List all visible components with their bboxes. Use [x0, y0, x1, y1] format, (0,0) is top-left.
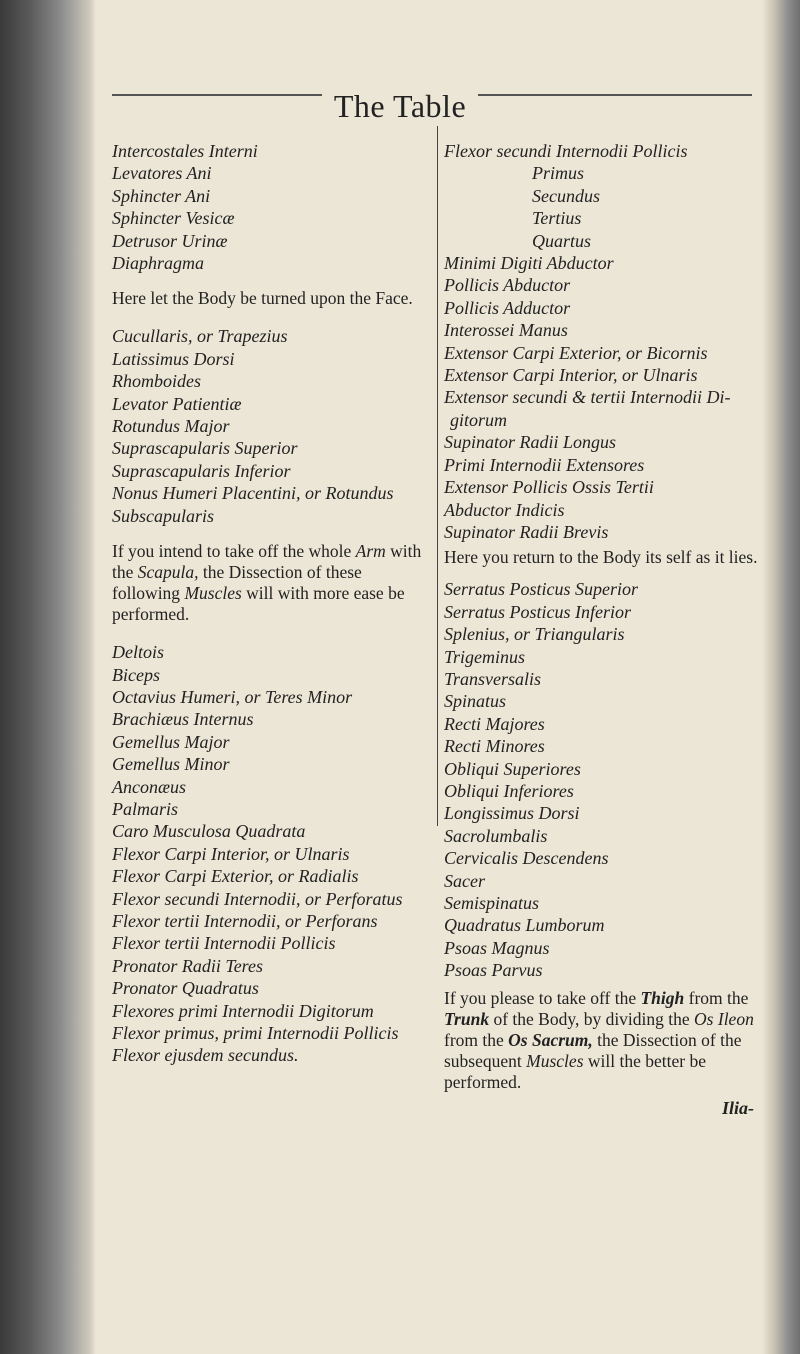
list-item: Diaphragma: [112, 253, 205, 274]
list-item: Suprascapularis Inferior: [112, 460, 291, 481]
list-item: Serratus Posticus Inferior: [444, 601, 631, 622]
list-item: Cucullaris, or Trapezius: [112, 326, 288, 347]
list-item: Extensor secundi & tertii Internodii Di-: [444, 387, 731, 408]
list-item: Quadratus Lumborum: [444, 915, 605, 936]
list-item: Flexor secundi Internodii Pollicis: [444, 141, 688, 161]
list-item: Trigeminus: [444, 646, 526, 667]
instruction-note: If you please to take off the Thigh from the Trunk of the Body, by dividing the Os Ileon from the Os Sacrum, the Dissection of the subsequent Muscles will the better be performed.: [444, 987, 754, 1092]
list-item: Recti Majores: [444, 713, 545, 734]
list-item: Spinatus: [444, 691, 507, 712]
list-item: Pollicis Adductor: [444, 297, 571, 318]
page-title-text: The Table: [322, 88, 478, 124]
list-item: Rhomboides: [112, 371, 201, 392]
instruction-note: If you intend to take off the whole Arm with the Scapula, the Dissection of these following Muscles will with more ease be performed.: [112, 541, 422, 625]
list-item: Caro Musculosa Quadrata: [112, 821, 306, 842]
list-item: Extensor Pollicis Ossis Tertii: [444, 477, 654, 498]
list-item: Sphincter Vesicæ: [112, 208, 235, 229]
list-item: Splenius, or Triangularis: [444, 624, 625, 645]
list-item: Subscapularis: [112, 505, 215, 526]
instruction-note: Here you return to the Body its self as it lies.: [444, 547, 758, 568]
list-item: Flexor Carpi Exterior, or Radialis: [112, 866, 359, 887]
list-item: Cervicalis Descendens: [444, 848, 609, 869]
list-item: Abductor Indicis: [444, 499, 565, 520]
list-item: Pronator Quadratus: [112, 978, 259, 999]
list-item: Secundus: [532, 185, 600, 206]
list-item: Intercostales Interni: [112, 141, 258, 161]
list-item: Flexor ejusdem secundus.: [112, 1045, 299, 1066]
list-item: Rotundus Major: [112, 416, 230, 437]
list-item: Minimi Digiti Abductor: [444, 253, 614, 274]
list-item: Flexor tertii Internodii, or Perforans: [112, 910, 378, 931]
list-item: Pollicis Abductor: [444, 275, 571, 296]
list-item: Obliqui Superiores: [444, 758, 581, 779]
list-item: Psoas Parvus: [444, 960, 543, 981]
list-item: Flexor secundi Internodii, or Perforatus: [112, 888, 403, 909]
list-item: Gemellus Major: [112, 731, 230, 752]
list-item: Longissimus Dorsi: [444, 803, 580, 824]
list-item: Supinator Radii Brevis: [444, 521, 609, 542]
list-item: Extensor Carpi Interior, or Ulnaris: [444, 365, 698, 386]
list-item: Flexores primi Internodii Digitorum: [112, 1000, 374, 1021]
list-item: Gemellus Minor: [112, 754, 230, 775]
list-item: Levator Patientiæ: [112, 393, 242, 414]
list-item: Brachiæus Internus: [112, 709, 254, 730]
list-item: Nonus Humeri Placentini, or Rotundus: [112, 483, 394, 504]
column-divider: [437, 126, 438, 826]
list-item: Levatores Ani: [112, 163, 212, 184]
list-item: Flexor Carpi Interior, or Ulnaris: [112, 843, 350, 864]
list-item: Sacrolumbalis: [444, 825, 548, 846]
list-item: Primi Internodii Extensores: [444, 454, 645, 475]
list-item: Latissimus Dorsi: [112, 348, 235, 369]
list-item: Anconæus: [112, 776, 186, 797]
list-item: Sphincter Ani: [112, 185, 211, 206]
list-item: Tertius: [532, 208, 582, 229]
list-item: Serratus Posticus Superior: [444, 579, 639, 600]
list-item: Detrusor Urinæ: [112, 230, 228, 251]
list-item: Octavius Humeri, or Teres Minor: [112, 686, 353, 707]
list-item: Transversalis: [444, 668, 542, 689]
list-item: Semispinatus: [444, 893, 540, 913]
list-item: Pronator Radii Teres: [112, 955, 264, 976]
list-item: Palmaris: [112, 798, 179, 819]
list-item: Primus: [532, 163, 585, 184]
list-item: Obliqui Inferiores: [444, 780, 574, 801]
list-item: Flexor tertii Internodii Pollicis: [112, 933, 336, 954]
left-column: [112, 140, 430, 1067]
page-title: [0, 88, 800, 124]
list-item: gitorum: [450, 409, 508, 430]
list-item: Recti Minores: [444, 736, 545, 757]
right-column: [444, 140, 774, 1119]
list-item: Sacer: [444, 870, 485, 891]
list-item: Quartus: [532, 230, 592, 251]
list-item: Flexor primus, primi Internodii Pollicis: [112, 1023, 399, 1043]
instruction-note: Here let the Body be turned upon the Face.: [112, 288, 413, 309]
catchword: Ilia-: [721, 1097, 754, 1118]
list-item: Extensor Carpi Exterior, or Bicornis: [444, 342, 708, 363]
list-item: Biceps: [112, 664, 160, 685]
list-item: Supinator Radii Longus: [444, 432, 617, 453]
book-gutter-shadow: [0, 0, 96, 1354]
list-item: Suprascapularis Superior: [112, 438, 298, 459]
list-item: Interossei Manus: [444, 320, 568, 341]
list-item: Psoas Magnus: [444, 937, 550, 958]
list-item: Deltois: [112, 642, 164, 663]
